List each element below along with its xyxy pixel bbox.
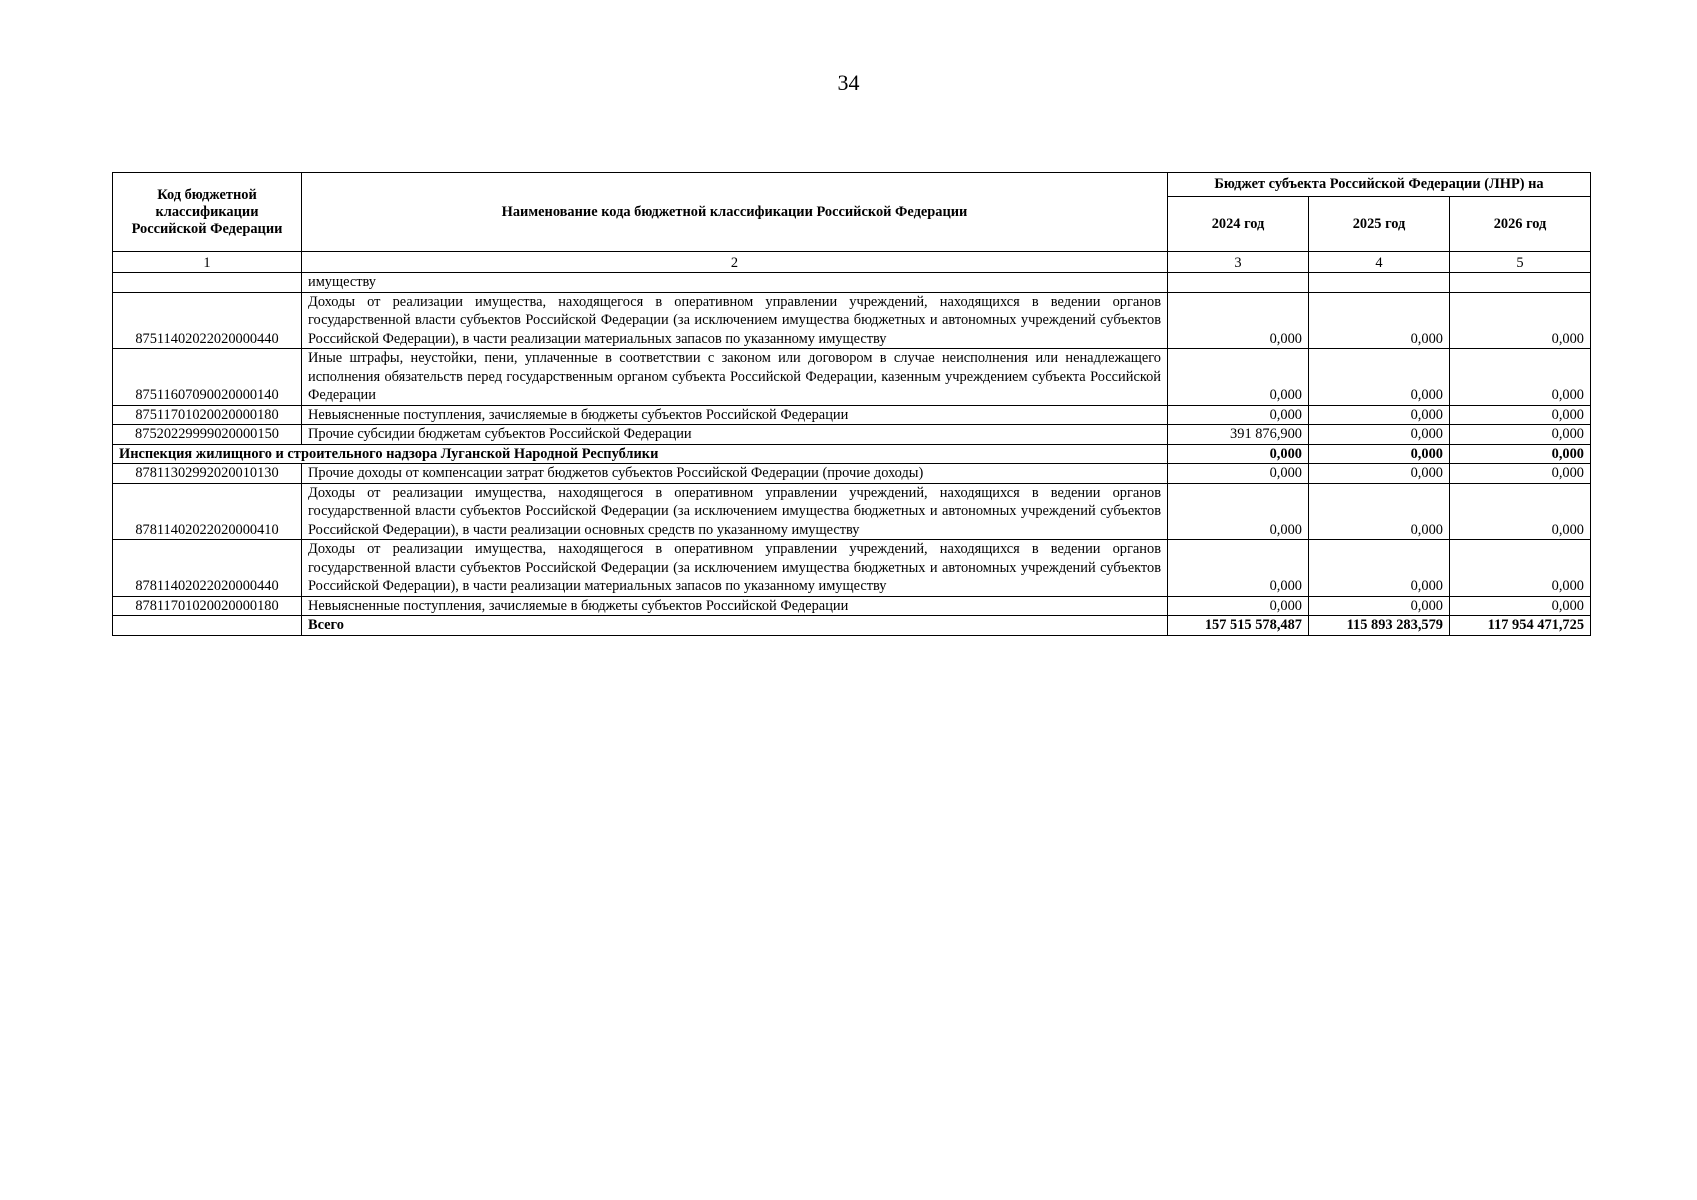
table-row xyxy=(113,405,1591,425)
row-value-2024: 0,000 xyxy=(1168,596,1309,616)
page-number: 34 xyxy=(837,70,860,95)
row-code: 87811302992020010130 xyxy=(113,464,302,484)
row-value-2024: 0,000 xyxy=(1168,464,1309,484)
total-label: Всего xyxy=(302,616,1168,636)
section-row xyxy=(113,444,1591,464)
row-value-2026: 0,000 xyxy=(1450,405,1591,425)
row-value-2025: 0,000 xyxy=(1309,540,1450,597)
row-code: 87511402022020000440 xyxy=(113,292,302,349)
column-number: 3 xyxy=(1168,252,1309,273)
row-value-2025: 0,000 xyxy=(1309,483,1450,540)
row-code: 87511607090020000140 xyxy=(113,349,302,406)
row-value-2024: 0,000 xyxy=(1168,483,1309,540)
row-value-2025: 0,000 xyxy=(1309,464,1450,484)
row-name: Иные штрафы, неустойки, пени, уплаченные в соответствии с законом или договором в случае неисполнения или ненадлежащего исполнения обязательств перед государственным органом субъекта Российской Федерации, казенным учреждением субъекта Российской Федерации xyxy=(302,349,1168,406)
row-code: 87811701020020000180 xyxy=(113,596,302,616)
column-number-row xyxy=(113,252,1591,273)
header-year-2026: 2026 год xyxy=(1450,197,1591,252)
section-value-2025: 0,000 xyxy=(1309,444,1450,464)
row-value-2026 xyxy=(1450,273,1591,293)
table-row xyxy=(113,596,1591,616)
row-value-2024: 0,000 xyxy=(1168,405,1309,425)
total-value-2024: 157 515 578,487 xyxy=(1168,616,1309,636)
budget-table xyxy=(112,172,1591,636)
row-value-2026: 0,000 xyxy=(1450,464,1591,484)
row-value-2026: 0,000 xyxy=(1450,349,1591,406)
column-number: 1 xyxy=(113,252,302,273)
row-value-2024: 0,000 xyxy=(1168,292,1309,349)
row-name: Невыясненные поступления, зачисляемые в бюджеты субъектов Российской Федерации xyxy=(302,596,1168,616)
row-value-2026: 0,000 xyxy=(1450,540,1591,597)
table-row xyxy=(113,349,1591,406)
row-value-2024: 391 876,900 xyxy=(1168,425,1309,445)
row-code: 87511701020020000180 xyxy=(113,405,302,425)
row-value-2025: 0,000 xyxy=(1309,405,1450,425)
column-number: 2 xyxy=(302,252,1168,273)
header-name: Наименование кода бюджетной классификации Российской Федерации xyxy=(302,173,1168,252)
total-value-2025: 115 893 283,579 xyxy=(1309,616,1450,636)
section-title: Инспекция жилищного и строительного надзора Луганской Народной Республики xyxy=(113,444,1168,464)
column-number: 4 xyxy=(1309,252,1450,273)
row-value-2024 xyxy=(1168,273,1309,293)
row-value-2025 xyxy=(1309,273,1450,293)
row-code: 87811402022020000440 xyxy=(113,540,302,597)
row-value-2024: 0,000 xyxy=(1168,540,1309,597)
row-name: Невыясненные поступления, зачисляемые в бюджеты субъектов Российской Федерации xyxy=(302,405,1168,425)
total-row xyxy=(113,616,1591,636)
row-code: 87520229999020000150 xyxy=(113,425,302,445)
row-value-2025: 0,000 xyxy=(1309,596,1450,616)
row-code xyxy=(113,273,302,293)
row-value-2026: 0,000 xyxy=(1450,596,1591,616)
header-year-2025: 2025 год xyxy=(1309,197,1450,252)
row-name: Доходы от реализации имущества, находящегося в оперативном управлении учреждений, находящихся в ведении органов государственной власти субъектов Российской Федерации (за исключением имущества бюджетных и автономных учреждений субъектов Российской Федерации), в части реализации основных средств по указанному имуществу xyxy=(302,483,1168,540)
row-value-2025: 0,000 xyxy=(1309,349,1450,406)
row-value-2025: 0,000 xyxy=(1309,425,1450,445)
section-value-2026: 0,000 xyxy=(1450,444,1591,464)
header-year-2024: 2024 год xyxy=(1168,197,1309,252)
row-name: имуществу xyxy=(302,273,1168,293)
table-row xyxy=(113,540,1591,597)
header-budget-group: Бюджет субъекта Российской Федерации (ЛНР) на xyxy=(1168,173,1591,197)
row-value-2024: 0,000 xyxy=(1168,349,1309,406)
total-value-2026: 117 954 471,725 xyxy=(1450,616,1591,636)
table-row xyxy=(113,425,1591,445)
header-code: Код бюджетной классификации Российской Федерации xyxy=(113,173,302,252)
row-value-2026: 0,000 xyxy=(1450,425,1591,445)
row-name: Прочие доходы от компенсации затрат бюджетов субъектов Российской Федерации (прочие доходы) xyxy=(302,464,1168,484)
table-row xyxy=(113,273,1591,293)
table-row xyxy=(113,292,1591,349)
row-name: Прочие субсидии бюджетам субъектов Российской Федерации xyxy=(302,425,1168,445)
row-value-2026: 0,000 xyxy=(1450,292,1591,349)
row-value-2025: 0,000 xyxy=(1309,292,1450,349)
section-value-2024: 0,000 xyxy=(1168,444,1309,464)
total-code-empty xyxy=(113,616,302,636)
table-row xyxy=(113,483,1591,540)
column-number: 5 xyxy=(1450,252,1591,273)
row-name: Доходы от реализации имущества, находящегося в оперативном управлении учреждений, находящихся в ведении органов государственной власти субъектов Российской Федерации (за исключением имущества бюджетных и автономных учреждений субъектов Российской Федерации), в части реализации материальных запасов по указанному имуществу xyxy=(302,540,1168,597)
row-code: 87811402022020000410 xyxy=(113,483,302,540)
row-name: Доходы от реализации имущества, находящегося в оперативном управлении учреждений, находящихся в ведении органов государственной власти субъектов Российской Федерации (за исключением имущества бюджетных и автономных учреждений субъектов Российской Федерации), в части реализации материальных запасов по указанному имуществу xyxy=(302,292,1168,349)
row-value-2026: 0,000 xyxy=(1450,483,1591,540)
table-row xyxy=(113,464,1591,484)
